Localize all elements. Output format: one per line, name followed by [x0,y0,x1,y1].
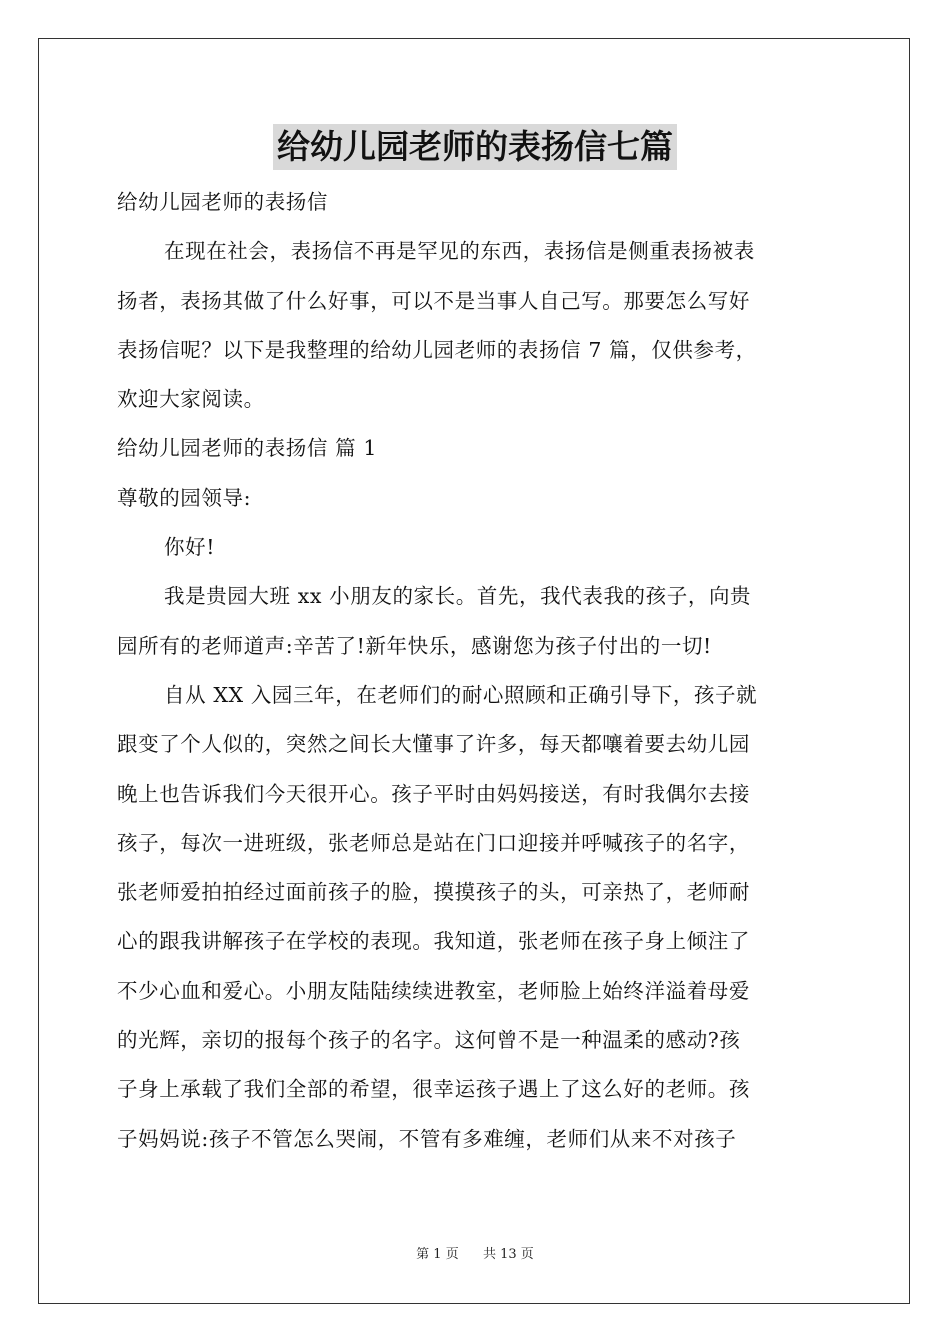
document-body [117,178,833,1164]
page-number: 第 1 页 [416,1247,459,1262]
text-line: 尊敬的园领导: [117,485,252,510]
title-container [0,124,950,170]
text-line: 心的跟我讲解孩子在学校的表现。我知道，张老师在孩子身上倾注了 [117,929,750,954]
text-line: 园所有的老师道声:辛苦了!新年快乐，感谢您为孩子付出的一切! [117,633,712,658]
text-line: 子身上承载了我们全部的希望，很幸运孩子遇上了这么好的老师。孩 [117,1077,750,1102]
text-line: 孩子，每次一进班级，张老师总是站在门口迎接并呼喊孩子的名字， [117,830,750,855]
text-line: 张老师爱拍拍经过面前孩子的脸，摸摸孩子的头，可亲热了，老师耐 [117,880,750,905]
text-line: 在现在社会，表扬信不再是罕见的东西，表扬信是侧重表扬被表 [164,239,755,264]
text-line: 我是贵园大班 xx 小朋友的家长。首先，我代表我的孩子，向贵 [164,584,752,609]
text-line: 晚上也告诉我们今天很开心。孩子平时由妈妈接送，有时我偶尔去接 [117,781,750,806]
text-line: 你好! [164,535,216,560]
text-line: 给幼儿园老师的表扬信 篇 1 [117,436,377,461]
text-line: 跟变了个人似的，突然之间长大懂事了许多，每天都嚷着要去幼儿园 [117,732,750,757]
text-line: 表扬信呢？以下是我整理的给幼儿园老师的表扬信 7 篇，仅供参考， [117,337,757,362]
text-line: 欢迎大家阅读。 [117,387,265,412]
document-title: 给幼儿园老师的表扬信七篇 [273,124,677,170]
text-line: 的光辉，亲切的报每个孩子的名字。这何曾不是一种温柔的感动?孩 [117,1028,741,1053]
page-total: 共 13 页 [483,1247,534,1262]
page-footer [0,1246,950,1264]
text-line: 不少心血和爱心。小朋友陆陆续续进教室，老师脸上始终洋溢着母爱 [117,978,750,1003]
text-line: 子妈妈说:孩子不管怎么哭闹，不管有多难缠，老师们从来不对孩子 [117,1126,737,1151]
text-line: 自从 XX 入园三年，在老师们的耐心照顾和正确引导下，孩子就 [164,682,758,707]
text-line: 扬者，表扬其做了什么好事，可以不是当事人自己写。那要怎么写好 [117,288,750,313]
text-line: 给幼儿园老师的表扬信 [117,190,328,214]
